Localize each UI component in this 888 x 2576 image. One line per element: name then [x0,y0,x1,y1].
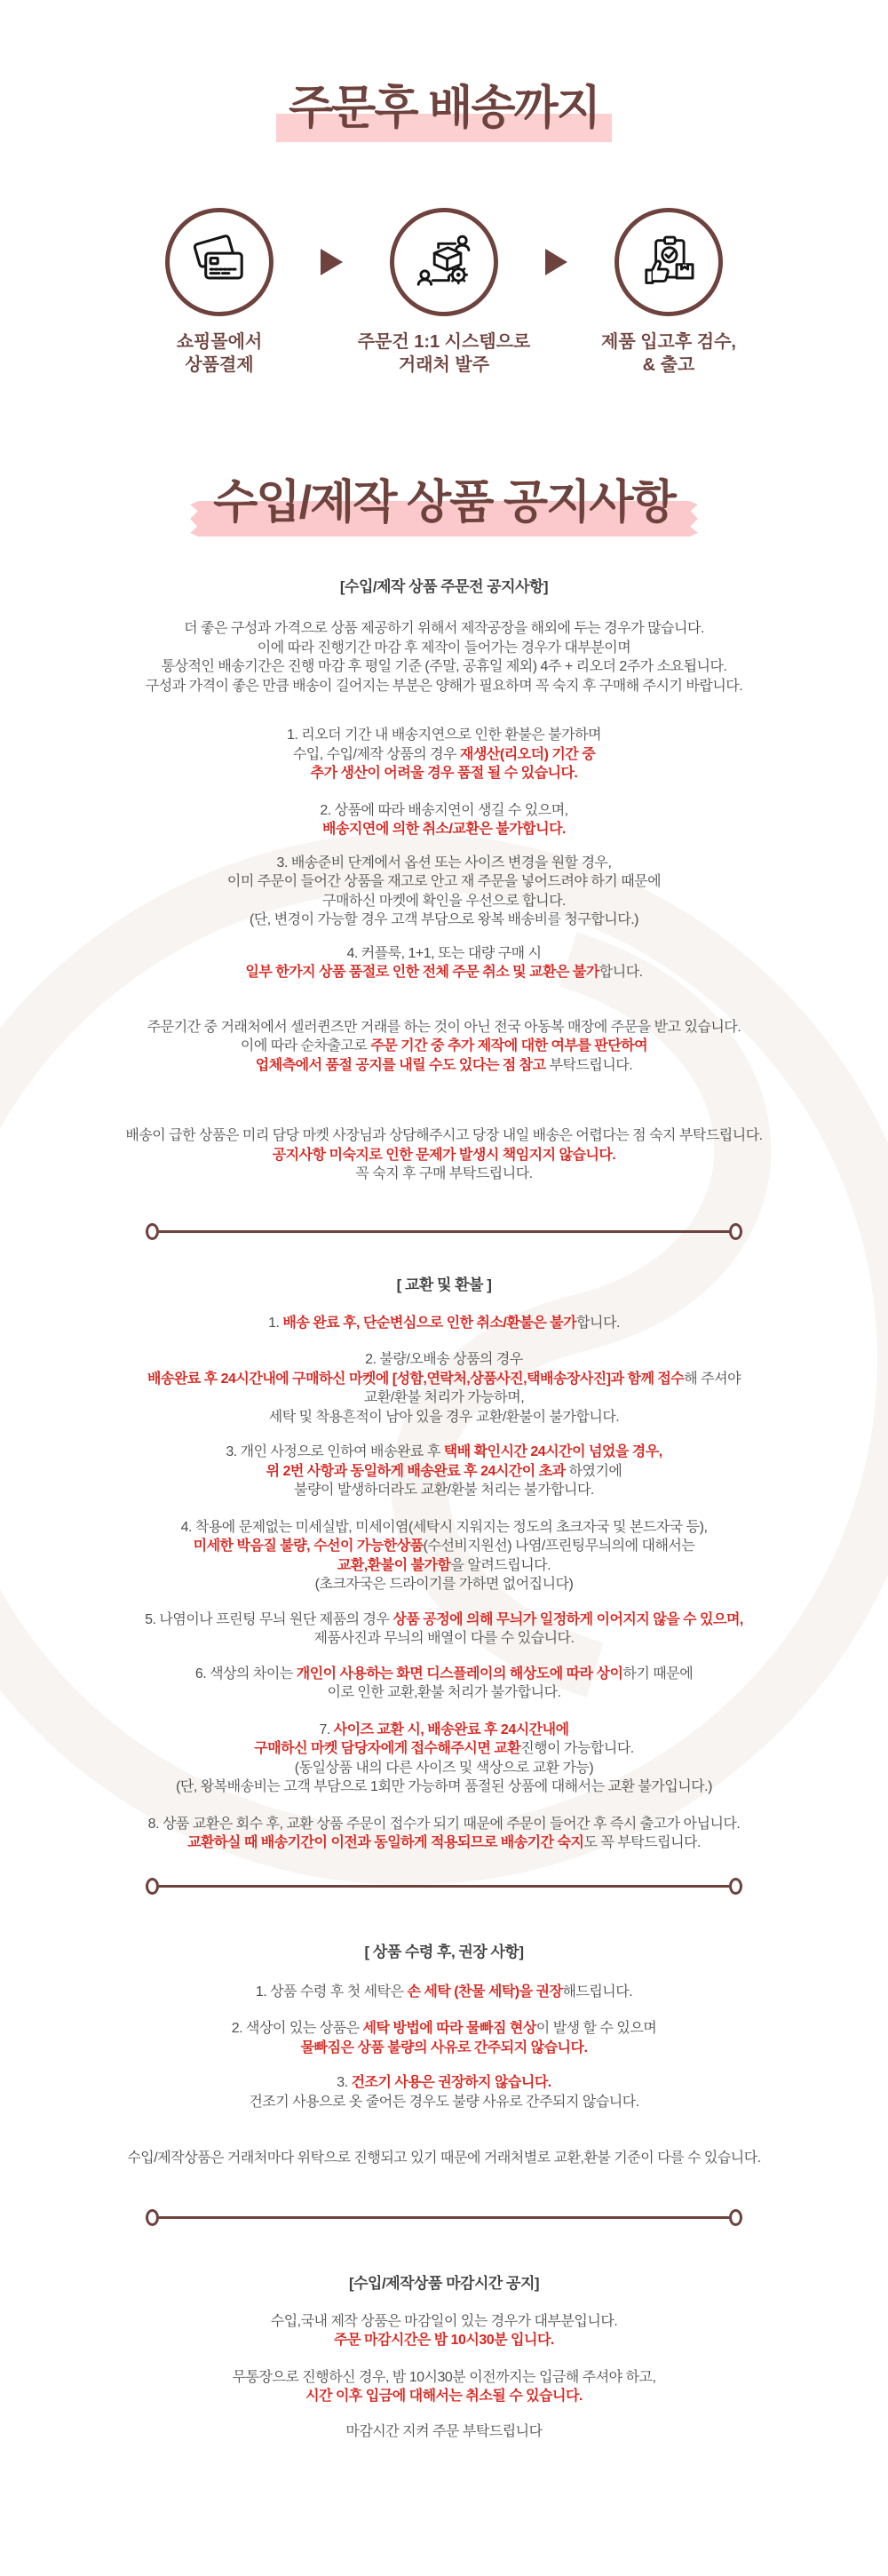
step-label-line: 제품 입고후 검수, [601,332,736,352]
notice-line [194,1537,695,1556]
notice-line [184,619,704,639]
notice-text: 건조기 사용으로 옷 줄어든 경우도 불량 사유로 간주되지 않습니다. [249,2094,639,2110]
step-label [118,330,321,377]
notice-text-emphasis: 사이즈 교환 시, 배송완료 후 24시간내에 [333,1721,569,1737]
notice-text: 7. [319,1721,334,1737]
notice-line [337,2073,551,2093]
page-title: 주문후 배송까지 [276,80,612,142]
section-divider [146,1223,742,1240]
notice-text-emphasis: 개인이 사용하는 화면 디스플레이의 해상도에 따라 상이 [296,1666,623,1682]
notice-text-emphasis: 재생산(리오더) 기간 중 [460,746,596,762]
step-circle [165,208,274,316]
notice-text: 8. 상품 교환은 회수 후, 교환 상품 주문이 접수가 되기 때문에 주문이 들어간 후 즉시 출고가 아닙니다. [147,1816,741,1832]
notice-paragraph [27,2073,861,2111]
notice-paragraph [27,2019,861,2057]
notice-text-emphasis: 위 2번 사항과 동일하게 배송완료 후 24시간이 초과 [266,1463,566,1479]
notice-text: 마감시간 지켜 주문 부탁드립니다 [345,2423,543,2439]
notice-paragraph [27,1314,861,1333]
arrow-right-icon [545,249,567,275]
notice-line [346,944,541,964]
notice-paragraph [27,2312,861,2350]
notice-text-emphasis: 건조기 사용은 권장하지 않습니다. [351,2075,551,2090]
notice-text: 배송이 급한 상품은 미리 담당 마켓 사장님과 상담해주시고 당장 내일 배송은 어렵다는 점 숙지 부탁드립니다. [125,1128,763,1143]
notice-text-emphasis: 추가 생산이 어려울 경우 품절 될 수 있습니다. [310,766,578,781]
notice-text: 수입,국내 제작 상품은 마감일이 있는 경우가 대부분입니다. [270,2313,618,2329]
step-payment [118,208,321,377]
notice-line [245,963,642,982]
notice-text-emphasis: 구매하신 마켓 담당자에게 접수해주시면 교환 [254,1741,521,1756]
notice-text: 4. 커플룩, 1+1, 또는 대량 구매 시 [346,945,542,961]
notice-text: 통상적인 배송기간은 진행 마감 후 평일 기준 (주말, 공휴일 제외) 4주 + 리오더 2주가 소요됩니다. [161,659,727,674]
notice-text: (단, 왕복배송비는 고객 부담으로 1회만 가능하며 품절된 상품에 대해서는 교환 불가입니다.) [176,1779,712,1794]
notice-text: 합니다. [599,965,643,980]
notice-line [148,1815,741,1834]
notice-paragraph [27,1350,861,1427]
notice-line [295,1759,593,1778]
section-heading: [수입/제작상품 마감시간 공지] [348,2274,540,2292]
delivery-steps [0,208,888,377]
notice-text: 제품사진과 무늬의 배열이 다를 수 있습니다. [313,1631,575,1646]
notice-text: 하였기에 [565,1463,622,1479]
notice-line [322,820,566,839]
notice-line [320,801,567,821]
notice-paragraph [27,619,861,696]
notice-line [334,2331,554,2350]
section-divider [146,1878,742,1895]
notice-text-emphasis: 시간 이후 입금에 대해서는 취소될 수 있습니다. [305,2389,583,2404]
notice-line [187,1833,701,1853]
notice-paragraph [27,801,861,839]
notice-text: 이에 따라 순차출고로 [240,1038,371,1053]
notice-line [269,1408,619,1427]
notice-line [271,2312,618,2332]
notice-text: 3. 개인 사정으로 인하여 배송완료 후 [226,1444,444,1459]
notice-line [337,1556,551,1576]
notice-text-emphasis: 택배 확인시간 24시간이 넘었을 경우, [443,1444,662,1459]
step-label [567,330,770,377]
notice-text: 1. [268,1315,283,1331]
notice-paragraph [27,944,861,982]
notice-text: 2. 상품에 따라 배송지연이 생길 수 있으며, [320,802,568,818]
notice-line [293,745,595,765]
notice-text: 2. 색상이 있는 상품은 [231,2021,363,2036]
notice-line [364,1388,524,1408]
notice-line [226,1443,662,1462]
notice-line [314,1629,575,1649]
notice-paragraph [27,1815,861,1853]
notice-line [227,872,661,892]
section-title: 수입/제작 상품 공지사항 [213,477,675,529]
notice-text: 구매하신 마켓에 확인을 우선으로 합니다. [322,893,566,909]
notice-line [311,764,578,783]
notice-text-emphasis: 교환하실 때 배송기간이 이전과 동일하게 적용되므로 배송기간 숙지 [187,1835,584,1850]
notice-line [181,1518,708,1538]
notice-text: 을 알려드립니다. [450,1557,551,1573]
import-notice-title-row [0,477,888,529]
notice-text-emphasis: 물빠짐은 상품 불량의 사유로 간주되지 않습니다. [300,2039,588,2055]
notice-line [365,1350,523,1370]
notice-text: 무통장으로 진행하신 경우, 밤 10시30분 이전까지는 입금해 주셔야 하고, [232,2369,656,2385]
notice-paragraph [27,1721,861,1797]
notice-text-emphasis: 교환,환불이 불가함 [337,1557,451,1573]
notice-text: (동일상품 내의 다른 사이즈 및 색상으로 교환 가능) [294,1760,594,1776]
divider-line [159,2216,729,2219]
notice-line [241,1037,647,1056]
notice-line [145,1610,743,1630]
notice-line [146,677,742,696]
notice-text: 꼭 숙지 후 구매 부탁드립니다. [355,1166,533,1181]
notice-line [355,1165,532,1184]
divider-end-ring [729,1878,742,1895]
notice-text: 1. 리오더 기간 내 배송지연으로 인한 환불은 불가하며 [286,727,602,743]
divider-line [159,1230,729,1233]
notice-line [268,1314,620,1333]
step-order-system [343,208,545,377]
notice-text: 이미 주문이 들어간 상품을 재고로 안고 재 주문을 넣어드려야 하기 때문에 [226,874,662,889]
notice-text: 6. 색상의 차이는 [194,1666,297,1682]
divider-end-ring [729,1223,742,1240]
notice-line [176,1777,712,1797]
notice-line [287,726,601,745]
notice-line [322,892,566,911]
notice-paragraph [27,1126,861,1184]
notice-text-emphasis: 손 세탁 (찬물 세탁)을 권장 [407,1984,563,2000]
order-system-icon [412,230,476,294]
notice-text: 3. [337,2075,352,2090]
notice-text: 2. 불량/오배송 상품의 경우 [365,1352,523,1367]
notice-text: 수입, 수입/제작 상품의 경우 [292,746,461,762]
notice-paragraph [27,1018,861,1076]
notice-text-emphasis: 주문 기간 중 추가 제작에 대한 여부를 판단하여 [370,1038,648,1053]
notice-text: 이에 따라 진행기간 마감 후 제작이 들어가는 경우가 대부분이며 [257,640,631,656]
notice-text: 부탁드립니다. [545,1057,633,1073]
notice-line [345,2422,542,2442]
notice-text: 진행이 가능합니다. [520,1741,634,1756]
notice-line [127,2149,760,2168]
notice-text: 합니다. [576,1315,620,1331]
notice-text: (초크자국은 드라이기를 가하면 없어집니다) [314,1577,574,1592]
notice-body [27,574,861,2441]
notice-text: 4. 착용에 문제없는 미세실밥, 미세이염(세탁시 지워지는 정도의 초크자국 및 본드자국 등), [180,1519,708,1535]
step-label-line: 상품결제 [185,355,254,375]
step-label-line: 주문건 1:1 시스템으로 [357,332,531,352]
notice-line [232,2019,656,2039]
notice-text: 주문기간 중 거래처에서 셀러퀸즈만 거래를 하는 것이 아닌 전국 아동복 매장에 주문을 받고 있습니다. [147,1019,741,1035]
notice-text-emphasis: 배송지연에 의한 취소/교환은 불가합니다. [322,822,566,837]
notice-line [294,1481,594,1500]
step-label-line: 거래처 발주 [398,355,490,375]
notice-line [256,1983,632,2002]
credit-card-icon [187,230,251,294]
notice-line [233,2368,656,2388]
notice-text: 이로 인한 교환,환불 처리가 불가합니다. [327,1685,561,1700]
notice-text: 3. 배송준비 단계에서 옵션 또는 사이즈 변경을 원할 경우, [276,855,612,871]
notice-line [125,1126,762,1146]
notice-line [273,1146,616,1165]
notice-text: 1. 상품 수령 후 첫 세탁은 [255,1984,408,2000]
notice-text: 이 발생 할 수 있으며 [535,2021,657,2036]
notice-text: (수선비지원선) 나염/프린팅무늬의에 대해서는 [423,1538,695,1554]
notice-line [249,2093,638,2112]
notice-line [328,1683,561,1703]
notice-paragraph [27,1443,861,1500]
section-heading: [ 교환 및 환불 ] [396,1276,492,1293]
notice-line [162,657,727,677]
notice-paragraph [27,1518,861,1594]
notice-text: 교환/환불 처리가 가능하며, [363,1390,525,1405]
notice-paragraph [27,2368,861,2406]
notice-text-emphasis: 주문 마감시간은 밤 10시30분 입니다. [334,2333,554,2348]
notice-line [250,910,638,930]
notice-text: 해드립니다. [562,1984,633,2000]
tape-highlight-wrap [213,477,675,529]
notice-paragraph [27,1610,861,1649]
arrow-right-icon [321,249,343,275]
notice-line [147,1370,741,1389]
notice-paragraph [27,726,861,783]
notice-text: 5. 나염이나 프린팅 무늬 원단 제품의 경우 [145,1611,393,1627]
section-divider [146,2209,742,2226]
step-label-line: 쇼핑몰에서 [176,332,263,352]
notice-text-emphasis: 상품 공정에 의해 무늬가 일정하게 이어지지 않을 수 있으며, [392,1611,743,1627]
notice-paragraph [27,854,861,930]
divider-line [159,1885,729,1888]
notice-line [277,854,612,873]
divider-end-ring [146,1223,159,1240]
notice-paragraph [27,2422,861,2442]
notice-text-emphasis: 세탁 방법에 따라 물빠짐 현상 [362,2021,536,2036]
divider-end-ring [729,2209,742,2226]
notice-line [258,639,630,658]
notice-paragraph [27,1983,861,2002]
notice-line [256,1056,632,1076]
notice-line [266,1462,622,1482]
notice-text-emphasis: 일부 한가지 상품 품절로 인한 전체 주문 취소 및 교환은 불가 [245,965,599,980]
divider-end-ring [146,1878,159,1895]
notice-text: (단, 변경이 가능할 경우 고객 부담으로 왕복 배송비를 청구합니다.) [250,912,638,927]
step-circle [614,208,723,316]
notice-line [319,1721,568,1740]
step-circle [390,208,498,316]
notice-line [305,2387,583,2406]
notice-text: 도 꼭 부탁드립니다. [583,1835,701,1850]
notice-text: 구성과 가격이 좋은 만큼 배송이 길어지는 부분은 양해가 필요하며 꼭 숙지 후 구매해 주시기 바랍니다. [145,678,743,694]
notice-line [195,1665,693,1684]
notice-text-emphasis: 미세한 박음질 불량, 수선이 가능한상품 [193,1538,424,1554]
notice-text: 세탁 및 착용흔적이 남아 있을 경우 교환/환불이 불가합니다. [268,1409,620,1425]
notice-line [254,1739,634,1759]
step-label [343,330,545,377]
inspection-icon [637,230,701,294]
divider-end-ring [146,2209,159,2226]
notice-paragraph [27,1665,861,1703]
section-heading: [ 상품 수령 후, 권장 사항] [364,1943,524,1960]
notice-paragraph [27,2149,861,2168]
section-heading: [수입/제작 상품 주문전 공지사항] [339,578,549,595]
notice-text: 더 좋은 구성과 가격으로 상품 제공하기 위해서 제작공장을 해외에 두는 경우가 많습니다. [184,621,704,636]
notice-text: 하기 때문에 [622,1666,694,1682]
notice-text-emphasis: 업체측에서 품절 공지를 내릴 수도 있다는 점 참고 [255,1057,546,1073]
step-label-line: & 출고 [642,355,695,375]
notice-text: 해 주셔야 [684,1371,741,1387]
notice-text-emphasis: 공지사항 미숙지로 인한 문제가 발생시 책임지지 않습니다. [272,1147,616,1163]
notice-text-emphasis: 배송 완료 후, 단순변심으로 인한 취소/환불은 불가 [282,1315,577,1331]
notice-text: 불량이 발생하더라도 교환/환불 처리는 불가합니다. [294,1483,594,1498]
step-inspection-shipping [567,208,770,377]
order-to-delivery-title-row [0,0,888,142]
notice-text: 수입/제작상품은 거래처마다 위탁으로 진행되고 있기 때문에 거래처별로 교환,환불 기준이 다를 수 있습니다. [127,2151,761,2166]
notice-line [147,1018,741,1038]
notice-text-emphasis: 배송완료 후 24시간내에 구매하신 마켓에 [성함,연락처,상품사진,택배송장사진]과 함께 접수 [147,1371,685,1387]
notice-line [315,1575,574,1594]
notice-line [301,2039,588,2058]
